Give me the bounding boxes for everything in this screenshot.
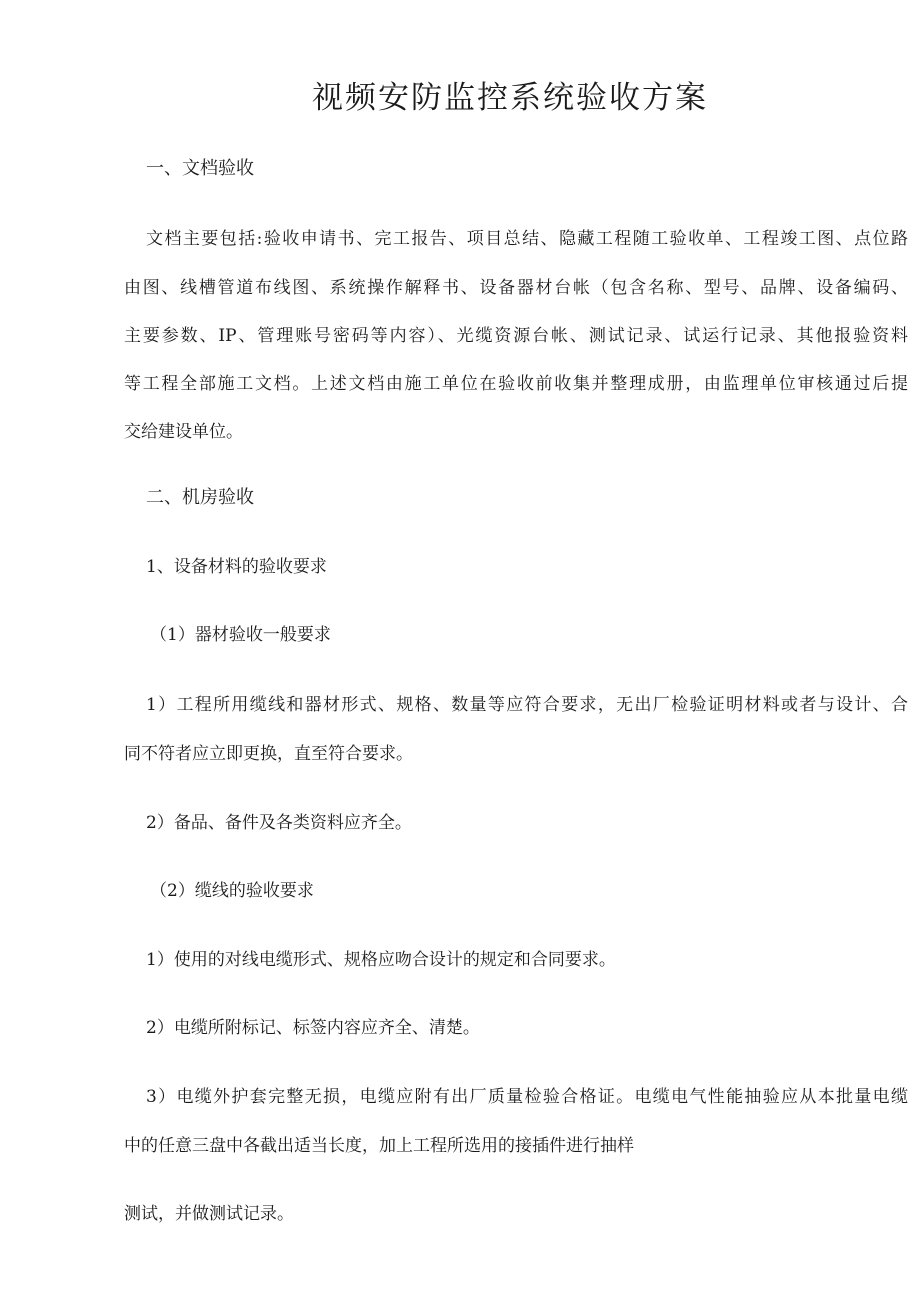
paragraph-line: 交给建设单位。 bbox=[124, 422, 243, 442]
paragraph-line: 主要参数、IP、管理账号密码等内容）、光缆资源台帐、测试记录、试运行记录、其他报验资料 bbox=[124, 326, 908, 346]
section-heading-documents: 一、文档验收 bbox=[146, 158, 254, 179]
paragraph-line: 中的任意三盘中各截出适当长度，加上工程所选用的接插件进行抽样 bbox=[124, 1136, 634, 1156]
paragraph-line: 等工程全部施工文档。上述文档由施工单位在验收前收集并整理成册，由监理单位审核通过后提 bbox=[124, 374, 908, 394]
document-title: 视频安防监控系统验收方案 bbox=[312, 80, 708, 116]
subsection-heading-equipment: 1、设备材料的验收要求 bbox=[146, 557, 327, 577]
list-item: 1）使用的对线电缆形式、规格应吻合设计的规定和合同要求。 bbox=[146, 950, 616, 970]
paragraph-line: 测试，并做测试记录。 bbox=[124, 1204, 294, 1224]
list-item: 2）备品、备件及各类资料应齐全。 bbox=[146, 813, 412, 833]
paragraph-line: 3）电缆外护套完整无损，电缆应附有出厂质量检验合格证。电缆电气性能抽验应从本批量电缆 bbox=[146, 1087, 908, 1107]
subsection-heading-general: （1）器材验收一般要求 bbox=[150, 625, 331, 645]
paragraph-line: 由图、线槽管道布线图、系统操作解释书、设备器材台帐（包含名称、型号、品牌、设备编码、 bbox=[124, 278, 908, 298]
list-item: 2）电缆所附标记、标签内容应齐全、清楚。 bbox=[146, 1018, 480, 1038]
subsection-heading-cables: （2）缆线的验收要求 bbox=[150, 881, 314, 901]
paragraph-line: 文档主要包括:验收申请书、完工报告、项目总结、隐藏工程随工验收单、工程竣工图、点位路 bbox=[146, 229, 908, 249]
paragraph-line: 1）工程所用缆线和器材形式、规格、数量等应符合要求，无出厂检验证明材料或者与设计、合 bbox=[146, 695, 908, 715]
paragraph-line: 同不符者应立即更换，直至符合要求。 bbox=[124, 744, 413, 764]
section-heading-machine-room: 二、机房验收 bbox=[146, 487, 254, 508]
